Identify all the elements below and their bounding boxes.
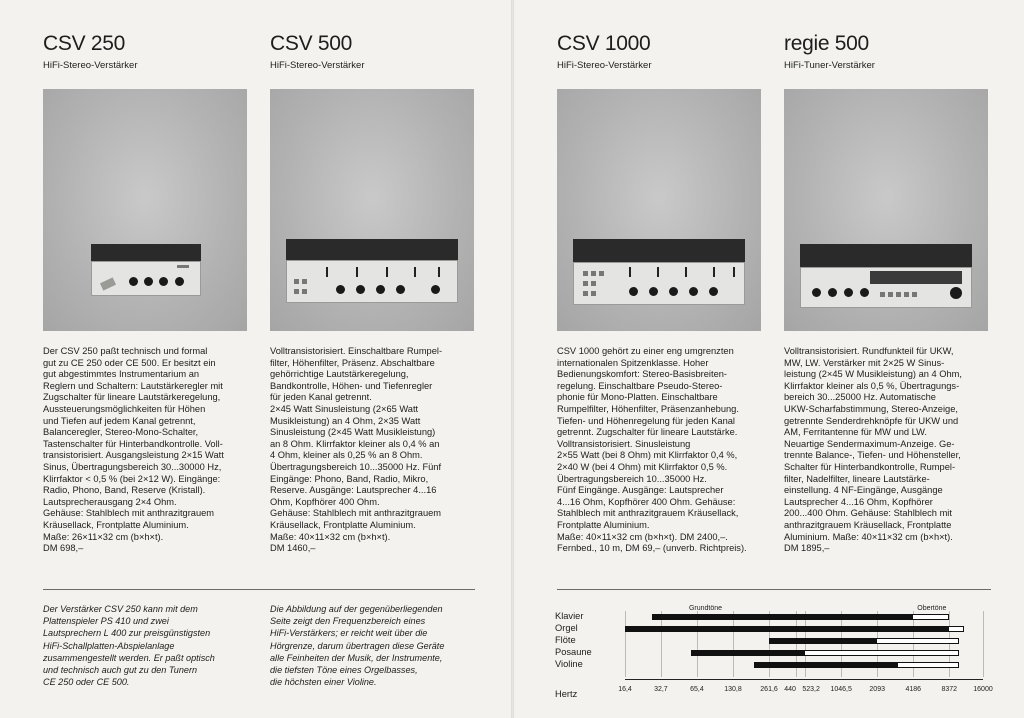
x-tick-label: 440 xyxy=(784,686,796,693)
fundamental-range-bar xyxy=(769,638,877,644)
x-axis-label: Hertz xyxy=(555,689,578,699)
x-tick-label: 1046,5 xyxy=(830,686,852,693)
x-tick-label: 16000 xyxy=(973,686,993,693)
tuner-scale xyxy=(870,271,962,284)
product-subtitle: HiFi-Stereo-Verstärker xyxy=(270,60,365,71)
instrument-label: Violine xyxy=(555,659,583,669)
x-tick-label: 2093 xyxy=(869,686,885,693)
amplifier-illustration xyxy=(573,239,745,305)
product-subtitle: HiFi-Stereo-Verstärker xyxy=(43,60,138,71)
product-subtitle: HiFi-Stereo-Verstärker xyxy=(557,60,652,71)
x-tick-label: 261,6 xyxy=(760,686,778,693)
product-photo xyxy=(270,89,474,331)
x-tick-label: 32,7 xyxy=(654,686,668,693)
x-tick-label: 8372 xyxy=(941,686,958,693)
x-tick-label: 4186 xyxy=(905,686,922,693)
fundamental-range-bar xyxy=(754,662,898,668)
x-tick-label: 523,2 xyxy=(802,686,820,693)
instrument-label: Flöte xyxy=(555,635,576,645)
fundamental-range-bar xyxy=(691,650,805,656)
grid-line xyxy=(697,611,698,677)
fundamental-range-bar xyxy=(625,626,949,632)
product-title: CSV 1000 xyxy=(557,32,651,55)
product-photo xyxy=(557,89,761,331)
product-description: Volltransistorisiert. Einschaltbare Rumpel- filter, Höhenfilter, Präsenz. Abschaltbare gehörrichtige Lautstärkeregelung, Bandkontrolle, Höhen- und Tiefenregler für jeden Kanal getrennt. 2×45 Watt Sinusleistung (2×65 Watt Musikleistung) an 4 Ohm, 2×35 Watt Sinusleistung (2×45 Watt Musikleistung) an 8 Ohm. Klirrfaktor kleiner als 0,4 % an 4 Ohm, kleiner als 0,25 % an 8 Ohm. Übertragungsbereich 10...35000 Hz. Fünf Eingänge: Phono, Band, Radio, Mikro, Reserve. Ausgänge: Lautsprecher 4...16 Ohm, Kopfhörer 400 Ohm. Gehäuse: Stahlblech mit anthrazitgrauem Kräusellack, Frontplatte Aluminium. Maße: 40×11×32 cm (b×h×t). DM 1460,– xyxy=(270,346,443,554)
x-tick-label: 65,4 xyxy=(690,686,704,693)
product-description: CSV 1000 gehört zu einer eng umgrenzten internationalen Spitzenklasse. Hoher Bedienungskomfort: Stereo-Basisbreiten- regelung. Einschaltbare Pseudo-Stereo- phonie für Mono-Platten. Einschaltbare Rumpelfilter, Höhenfilter, Präsenzanhebung. Tiefen- und Höhenregelung für jeden Kanal getrennt. Zugschalter für lineare Lautstärke. Volltransistorisiert. Sinusleistung 2×55 Watt (bei 8 Ohm) mit Klirrfaktor 0,4 %, 2×40 W (bei 4 Ohm) mit Klirrfaktor 0,5 %. Übertragungsbereich 10...35000 Hz. Fünf Eingänge. Ausgänge: Lautsprecher 4...16 Ohm, Kopfhörer 400 Ohm. Gehäuse: Stahlblech mit anthrazitgrauem Kräusellack, Frontplatte Aluminium. Maße: 40×11×32 cm (b×h×t). DM 2400,–. Fernbed., 10 m, DM 69,– (unverb. Richtpreis). xyxy=(557,346,747,554)
product-title: CSV 500 xyxy=(270,32,352,55)
product-subtitle: HiFi-Tuner-Verstärker xyxy=(784,60,875,71)
grid-line xyxy=(733,611,734,677)
product-photo xyxy=(43,89,247,331)
instrument-label: Orgel xyxy=(555,623,578,633)
amplifier-illustration xyxy=(91,244,201,296)
legend-overtone: Obertöne xyxy=(917,605,947,612)
x-axis xyxy=(625,679,983,680)
divider-rule-right xyxy=(557,589,991,590)
instrument-label: Posaune xyxy=(555,647,592,657)
receiver-illustration xyxy=(800,244,972,308)
grid-line xyxy=(983,611,984,677)
product-title: CSV 250 xyxy=(43,32,125,55)
page-gutter xyxy=(511,0,514,718)
frequency-range-chart xyxy=(555,603,995,713)
grid-line xyxy=(625,611,626,677)
product-photo xyxy=(784,89,988,331)
grid-line xyxy=(661,611,662,677)
caption-csv-250: Der Verstärker CSV 250 kann mit dem Plattenspieler PS 410 und zwei Lautsprechern L 400 zur preisgünstigsten HiFi-Schallplatten-Abspielanlage zusammengestellt werden. Er paßt optisch und technisch auch gut zu den Tunern CE 250 oder CE 500. xyxy=(43,604,215,688)
instrument-label: Klavier xyxy=(555,611,584,621)
caption-frequency-note: Die Abbildung auf der gegenüberliegenden Seite zeigt den Frequenzbereich eines HiFi-Verstärkers; er reicht weit über die Hörgrenze, darum übertragen diese Geräte alle Feinheiten der Musik, der Instrumente, die tiefsten Töne eines Orgelbasses, die höchsten einer Violine. xyxy=(270,604,445,688)
legend-fundamental: Grundtöne xyxy=(688,605,723,612)
x-tick-label: 130,8 xyxy=(724,686,742,693)
divider-rule-left xyxy=(43,589,475,590)
product-description: Der CSV 250 paßt technisch und formal gut zu CE 250 oder CE 500. Er besitzt ein gut abgestimmtes Instrumentarium an Reglern und Schaltern: Lautstärkeregler mit Zugschalter für lineare Lautstärkeregelung, Aussteuerungsmöglichkeiten für Höhen und Tiefen auf jedem Kanal getrennt, Balanceregler, Stereo-Mono-Schalter, Tastenschalter für Hinterbandkontrolle. Voll- transistorisiert. Ausgangsleistung 2×15 Watt Sinus, Übertragungsbereich 30...30000 Hz, Klirrfaktor < 0,5 % (bei 2×12 W). Eingänge: Radio, Phono, Band, Reserve (Kristall). Lautsprecherausgang 2×4 Ohm. Gehäuse: Stahlblech mit anthrazitgrauem Kräusellack, Frontplatte Aluminium. Maße: 26×11×32 cm (b×h×t). DM 698,– xyxy=(43,346,224,554)
product-title: regie 500 xyxy=(784,32,869,55)
fundamental-range-bar xyxy=(652,614,913,620)
product-description: Volltransistorisiert. Rundfunkteil für UKW, MW, LW. Verstärker mit 2×25 W Sinus- leistung (2×45 W Musikleistung) an 4 Ohm, Klirrfaktor kleiner als 0,5 %, Übertragungs- bereich 30...25000 Hz. Automatische UKW-Scharfabstimmung, Stereo-Anzeige, getrennte Senderdrehknöpfe für UKW und AM, Ferritantenne für MW und LW. Neuartige Sendermaximum-Anzeige. Ge- trennte Balance-, Tiefen- und Höhensteller, Schalter für Hinterbandkontrolle, Rumpel- filter, Nadelfilter, lineare Lautstärke- einstellung. 4 NF-Eingänge, Ausgänge Lautsprecher 4...16 Ohm, Kopfhörer 200...400 Ohm. Gehäuse: Stahlblech mit anthrazitgrauem Kräusellack, Frontplatte Aluminium. Maße: 40×11×32 cm (b×h×t). DM 1895,– xyxy=(784,346,963,554)
x-tick-label: 16,4 xyxy=(618,686,632,693)
amplifier-illustration xyxy=(286,239,458,303)
